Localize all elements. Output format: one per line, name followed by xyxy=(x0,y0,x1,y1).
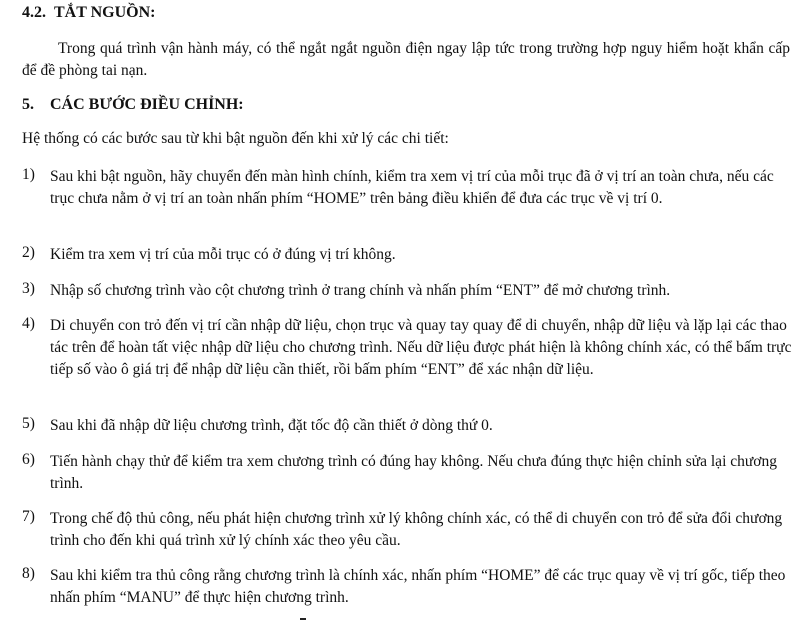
list-item-text: Di chuyển con trỏ đến vị trí cần nhập dữ liệu, chọn trục và quay tay quay để di chuyển, nhập dữ liệu và lặp lại các thao tác trên để hoàn tất việc nhập dữ liệu cho chương trình. Nếu dữ liệu được phát hiện là không chính xác, có thể bấm trực tiếp số vào ô giá trị để nhập dữ liệu cần thiết, rồi bấm phím “ENT” để xác nhận dữ liệu. xyxy=(50,317,792,378)
page-edge-mark xyxy=(300,618,306,620)
list-item-number: 1) xyxy=(22,166,35,183)
section-title: CÁC BƯỚC ĐIỀU CHỈNH: xyxy=(50,96,244,113)
section-number: 4.2. xyxy=(22,4,46,21)
list-item-number: 8) xyxy=(22,565,35,582)
list-item-number: 7) xyxy=(22,508,35,525)
section-5-intro: Hệ thống có các bước sau từ khi bật nguồn đến khi xử lý các chi tiết: xyxy=(22,130,449,147)
list-item-text: Tiến hành chạy thử để kiểm tra xem chương trình có đúng hay không. Nếu chưa đúng thực hiện chỉnh sửa lại chương trình. xyxy=(50,453,777,492)
section-number: 5. xyxy=(22,96,34,113)
section-4-2-paragraph: Trong quá trình vận hành máy, có thể ngắt ngắt nguồn điện ngay lập tức trong trường hợp nguy hiểm hoặt khẩn cấp để đề phòng tai nạn. xyxy=(22,40,790,79)
section-5-heading xyxy=(22,96,244,114)
list-item-text: Kiểm tra xem vị trí của mỗi trục có ở đúng vị trí không. xyxy=(50,246,396,263)
list-item-text: Sau khi kiểm tra thủ công rằng chương trình là chính xác, nhấn phím “HOME” để các trục quay về vị trí gốc, tiếp theo nhấn phím “MANU” để thực hiện chương trình. xyxy=(50,567,786,606)
list-item-number: 5) xyxy=(22,415,35,432)
list-item-number: 4) xyxy=(22,315,35,332)
list-item-text: Nhập số chương trình vào cột chương trình ở trang chính và nhấn phím “ENT” để mở chương trình. xyxy=(50,282,671,299)
list-item-number: 6) xyxy=(22,451,35,468)
list-item-text: Sau khi đã nhập dữ liệu chương trình, đặt tốc độ cần thiết ở dòng thứ 0. xyxy=(50,417,493,434)
list-item-number: 3) xyxy=(22,280,35,297)
section-title: TẮT NGUỒN: xyxy=(54,4,156,21)
list-item-number: 2) xyxy=(22,244,35,261)
list-item-text: Sau khi bật nguồn, hãy chuyển đến màn hình chính, kiểm tra xem vị trí của mỗi trục đã ở vị trí an toàn chưa, nếu các trục chưa nằm ở vị trí an toàn nhấn phím “HOME” trên bảng điều khiển để đưa các trục về vị trí 0. xyxy=(50,168,774,207)
section-4-2-heading xyxy=(22,4,156,22)
list-item-text: Trong chế độ thủ công, nếu phát hiện chương trình xử lý không chính xác, có thể di chuyển con trỏ để sửa đổi chương trình cho đến khi quá trình xử lý chính xác theo yêu cầu. xyxy=(50,510,783,549)
